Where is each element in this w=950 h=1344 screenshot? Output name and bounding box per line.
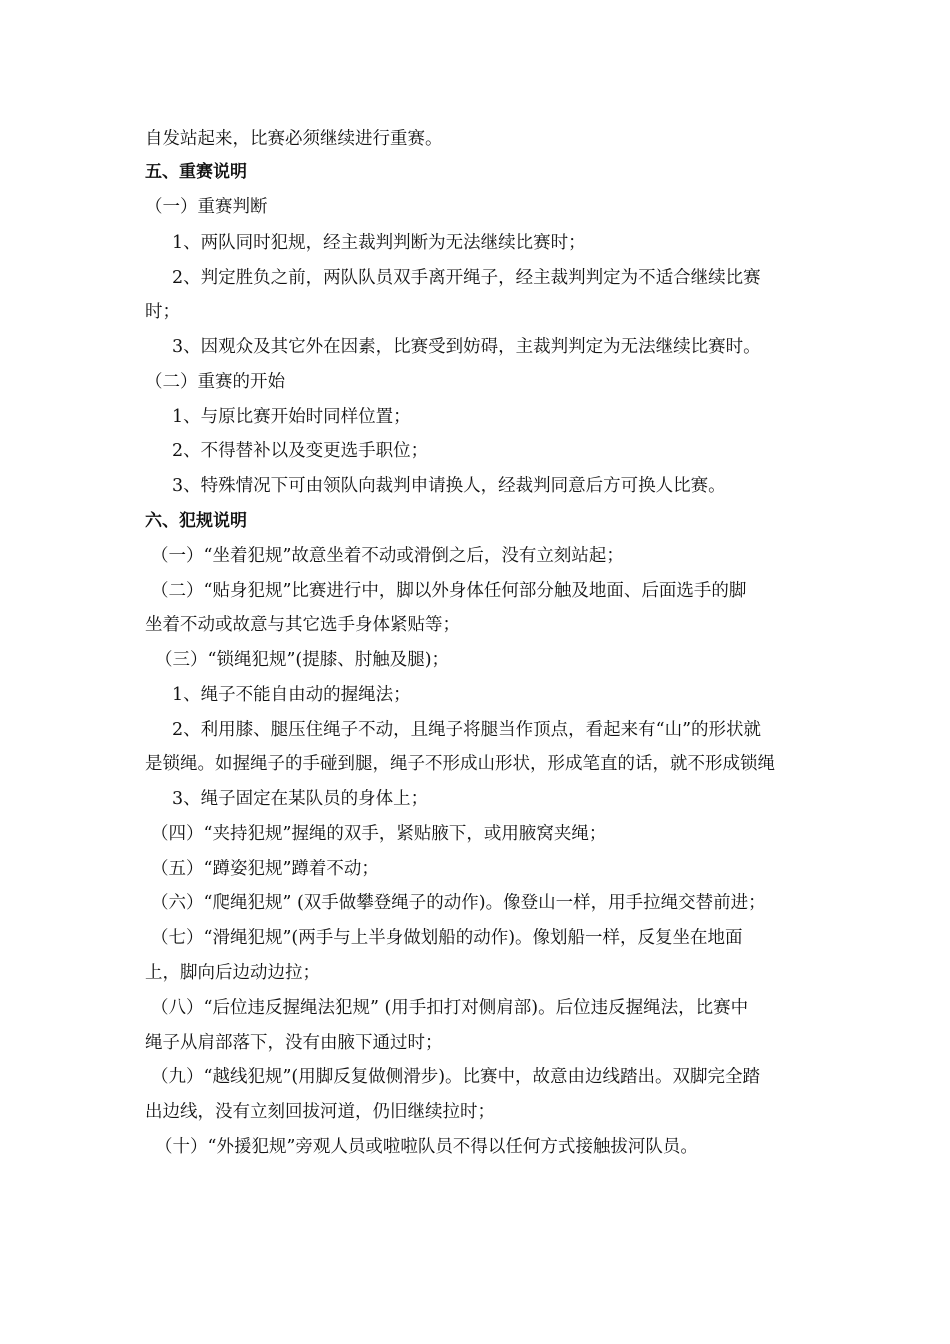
text-line: （三）“锁绳犯规”(提膝、肘触及腿)；	[155, 650, 450, 670]
text-line: 3、特殊情况下可由领队向裁判申请换人，经裁判同意后方可换人比赛。	[172, 476, 726, 496]
text-line: 坐着不动或故意与其它选手身体紧贴等；	[145, 615, 460, 635]
text-line: 1、绳子不能自由动的握绳法；	[172, 685, 411, 705]
text-line: 绳子从肩部落下，没有由腋下通过时；	[145, 1033, 443, 1053]
subsection-heading-1: （一）重赛判断	[145, 197, 268, 217]
section-heading-5: 五、重赛说明	[145, 162, 247, 182]
section-heading-6: 六、犯规说明	[145, 511, 247, 531]
text-line: （七）“滑绳犯规”(两手与上半身做划船的动作)。像划船一样，反复坐在地面	[151, 928, 743, 948]
text-line: （六）“爬绳犯规” (双手做攀登绳子的动作)。像登山一样，用手拉绳交替前进；	[151, 893, 766, 913]
text-line: 2、不得替补以及变更选手职位；	[172, 441, 429, 461]
text-line: （十）“外援犯规”旁观人员或啦啦队员不得以任何方式接触拔河队员。	[155, 1137, 698, 1157]
text-line: 出边线，没有立刻回拔河道，仍旧继续拉时；	[145, 1102, 495, 1122]
text-line: 2、利用膝、腿压住绳子不动，且绳子将腿当作顶点，看起来有“山”的形状就	[172, 720, 762, 740]
text-line: （九）“越线犯规”(用脚反复做侧滑步)。比赛中，故意由边线踏出。双脚完全踏	[151, 1067, 761, 1087]
text-line: （四）“夹持犯规”握绳的双手，紧贴腋下，或用腋窝夹绳；	[151, 824, 607, 844]
text-line: （八）“后位违反握绳法犯规” (用手扣打对侧肩部)。后位违反握绳法，比赛中	[151, 998, 749, 1018]
subsection-heading-2: （二）重赛的开始	[145, 372, 285, 392]
text-line: 3、因观众及其它外在因素，比赛受到妨碍，主裁判判定为无法继续比赛时。	[172, 337, 761, 357]
text-line: （五）“蹲姿犯规”蹲着不动；	[151, 859, 379, 879]
text-line-continuation: 自发站起来，比赛必须继续进行重赛。	[145, 129, 443, 149]
text-line: （一）“坐着犯规”故意坐着不动或滑倒之后，没有立刻站起；	[151, 546, 624, 566]
text-line: 3、绳子固定在某队员的身体上；	[172, 789, 429, 809]
text-line: 1、两队同时犯规，经主裁判判断为无法继续比赛时；	[172, 233, 586, 253]
text-line: 1、与原比赛开始时同样位置；	[172, 407, 411, 427]
text-line: 上，脚向后边动边拉；	[145, 963, 320, 983]
text-line: 2、判定胜负之前，两队队员双手离开绳子，经主裁判判定为不适合继续比赛	[172, 268, 761, 288]
text-line: （二）“贴身犯规”比赛进行中，脚以外身体任何部分触及地面、后面选手的脚	[151, 581, 747, 601]
text-line: 是锁绳。如握绳子的手碰到腿，绳子不形成山形状，形成笔直的话，就不形成锁绳	[145, 754, 775, 774]
text-line: 时；	[145, 302, 180, 322]
